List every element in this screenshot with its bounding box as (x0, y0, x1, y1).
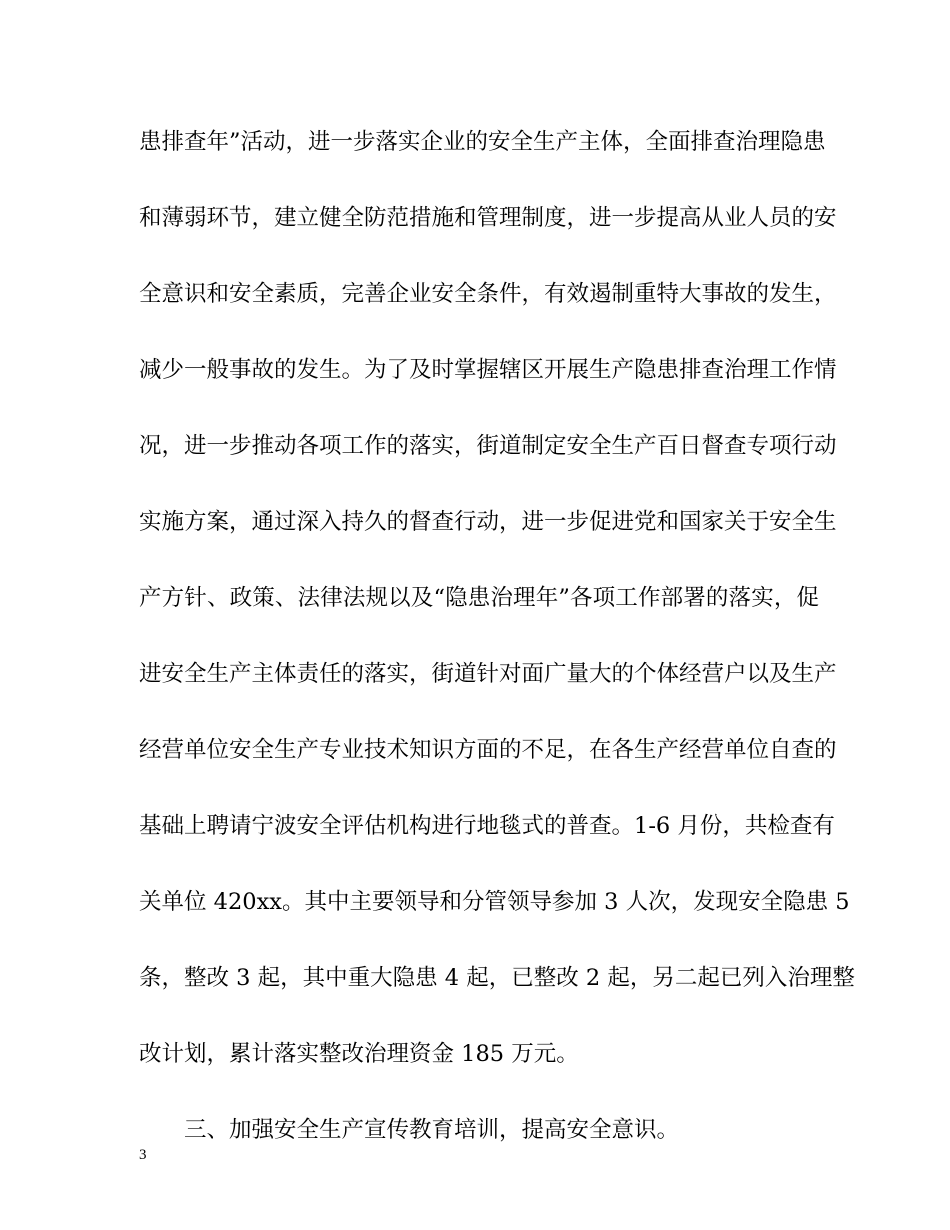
paragraph-line-3: 全意识和安全素质，完善企业安全条件，有效遏制重特大事故的发生， (139, 281, 837, 307)
paragraph-line-5: 况，进一步推动各项工作的落实，街道制定安全生产百日督查专项行动 (139, 433, 837, 459)
paragraph-line-2: 和薄弱环节，建立健全防范措施和管理制度，进一步提高从业人员的安 (139, 205, 837, 231)
paragraph-line-8: 进安全生产主体责任的落实，街道针对面广量大的个体经营户以及生产 (139, 661, 837, 687)
paragraph-line-13: 改计划，累计落实整改治理资金 185 万元。 (139, 1041, 579, 1067)
paragraph-line-10: 基础上聘请宁波安全评估机构进行地毯式的普查。1-6 月份，共检查有 (139, 813, 835, 839)
paragraph-line-7: 产方针、政策、法律法规以及“隐患治理年”各项工作部署的落实，促 (139, 585, 819, 611)
paragraph-line-1: 患排查年”活动，进一步落实企业的安全生产主体，全面排查治理隐患 (139, 129, 826, 155)
paragraph-line-12: 条，整改 3 起，其中重大隐患 4 起，已整改 2 起，另二起已列入治理整 (139, 965, 855, 991)
paragraph-line-6: 实施方案，通过深入持久的督查行动，进一步促进党和国家关于安全生 (139, 509, 837, 535)
page-number: 3 (139, 1147, 147, 1163)
paragraph-line-4: 减少一般事故的发生。为了及时掌握辖区开展生产隐患排查治理工作情 (139, 357, 837, 383)
paragraph-line-9: 经营单位安全生产专业技术知识方面的不足，在各生产经营单位自查的 (139, 737, 837, 763)
paragraph-line-11: 关单位 420xx。其中主要领导和分管领导参加 3 人次，发现安全隐患 5 (139, 889, 850, 915)
section-heading: 三、加强安全生产宣传教育培训，提高安全意识。 (184, 1117, 680, 1143)
